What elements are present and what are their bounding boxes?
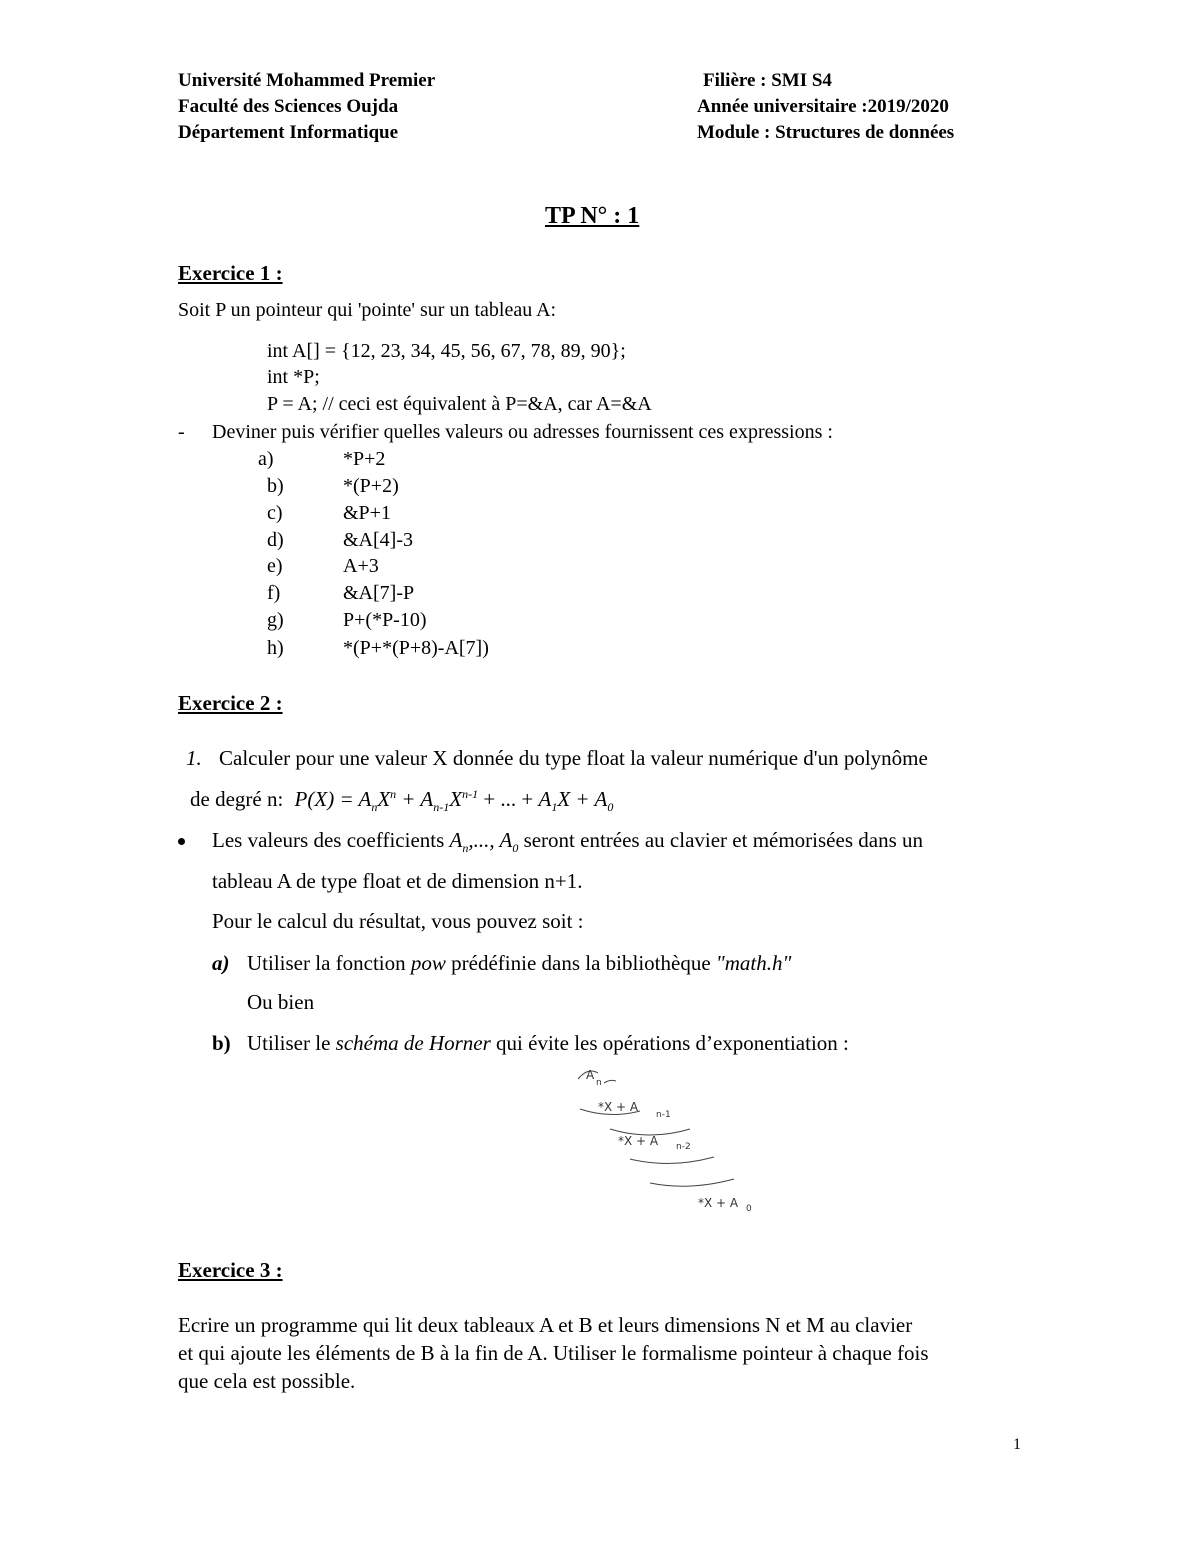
svg-text:n-2: n-2 (676, 1142, 691, 1152)
list-number: 1. (186, 746, 202, 770)
exercise-1-intro: Soit P un pointeur qui 'pointe' sur un tableau A: (178, 299, 557, 321)
item-label: a) (258, 448, 274, 470)
department-name: Département Informatique (178, 122, 399, 143)
exercise-3-text: que cela est possible. (178, 1369, 356, 1393)
page-title: TP N° : 1 (545, 203, 640, 229)
coefficients-prefix: Les valeurs des coefficients (212, 828, 445, 852)
svg-text:A: A (586, 1068, 595, 1082)
item-label: d) (267, 529, 284, 551)
code-line: int A[] = {12, 23, 34, 45, 56, 67, 78, 89, 90}; (267, 340, 626, 362)
svg-text:0: 0 (746, 1204, 752, 1214)
option-b-suffix: qui évite les opérations d’exponentiation : (496, 1031, 849, 1055)
pow-function: pow (410, 951, 446, 975)
faculty-name: Faculté des Sciences Oujda (178, 96, 399, 117)
item-expression: A+3 (343, 555, 379, 577)
university-name: Université Mohammed Premier (178, 70, 436, 91)
degree-prefix: de degré n: (190, 787, 284, 811)
item-expression: *(P+*(P+8)-A[7]) (343, 637, 489, 659)
item-label: f) (267, 582, 281, 604)
coefficients-statement-cont: tableau A de type float et de dimension n+1. (212, 869, 583, 893)
item-label: g) (267, 609, 284, 631)
exercise-3-text: Ecrire un programme qui lit deux tableaux A et B et leurs dimensions N et M au clavier (178, 1313, 913, 1337)
academic-year: Année universitaire :2019/2020 (697, 96, 949, 117)
coefficients-range: $A_n$,..., $A_0$ (449, 828, 519, 856)
option-b-text (247, 1031, 849, 1056)
horner-scheme-diagram (570, 1065, 770, 1215)
svg-text:*X + A: *X + A (598, 1100, 639, 1114)
svg-text:n: n (596, 1078, 602, 1088)
option-a-mid: prédéfinie dans la bibliothèque (451, 951, 711, 975)
exercise-1-question: Deviner puis vérifier quelles valeurs ou adresses fournissent ces expressions : (212, 421, 833, 443)
ou-bien: Ou bien (247, 990, 315, 1014)
dash-marker: - (178, 421, 185, 443)
option-b-prefix: Utiliser le (247, 1031, 331, 1055)
item-expression: &A[7]-P (343, 582, 415, 604)
filiere: Filière : SMI S4 (703, 70, 832, 91)
item-label: h) (267, 637, 284, 659)
coefficients-statement (212, 828, 923, 856)
item-label: b) (267, 475, 284, 497)
horner-scheme: schéma de Horner (335, 1031, 491, 1055)
option-a-label: a) (212, 951, 230, 975)
math-library: "math.h" (715, 951, 792, 975)
polynomial-formula-line (190, 787, 613, 815)
module-name: Module : Structures de données (697, 122, 955, 143)
option-b-label: b) (212, 1031, 231, 1055)
svg-text:*X + A: *X + A (618, 1134, 659, 1148)
calc-intro: Pour le calcul du résultat, vous pouvez soit : (212, 909, 584, 933)
exercise-3-heading: Exercice 3 : (178, 1258, 283, 1282)
polynomial-formula: $P(X) = A_nX^n + A_{n-1}X^{n-1}$ + ... + $A_1X + A_0$ (294, 787, 614, 815)
option-a-text (247, 951, 791, 976)
svg-text:n-1: n-1 (656, 1110, 671, 1120)
item-label: c) (267, 502, 283, 524)
page-number: 1 (1013, 1436, 1021, 1453)
code-line: P = A; // ceci est équivalent à P=&A, car A=&A (267, 393, 652, 415)
svg-text:*X + A: *X + A (698, 1196, 739, 1210)
coefficients-suffix: seront entrées au clavier et mémorisées dans un (523, 828, 923, 852)
option-a-prefix: Utiliser la fonction (247, 951, 406, 975)
item-expression: P+(*P-10) (343, 609, 427, 631)
item-expression: *(P+2) (343, 475, 399, 497)
bullet-icon (178, 838, 185, 845)
polynomial-statement: Calculer pour une valeur X donnée du type float la valeur numérique d'un polynôme (219, 746, 928, 770)
code-line: int *P; (267, 366, 320, 388)
item-expression: &A[4]-3 (343, 529, 413, 551)
exercise-1-heading: Exercice 1 : (178, 261, 283, 285)
exercise-2-heading: Exercice 2 : (178, 691, 283, 715)
exercise-3-text: et qui ajoute les éléments de B à la fin de A. Utiliser le formalisme pointeur à chaque fois (178, 1341, 929, 1365)
item-label: e) (267, 555, 283, 577)
item-expression: &P+1 (343, 502, 391, 524)
item-expression: *P+2 (343, 448, 386, 470)
